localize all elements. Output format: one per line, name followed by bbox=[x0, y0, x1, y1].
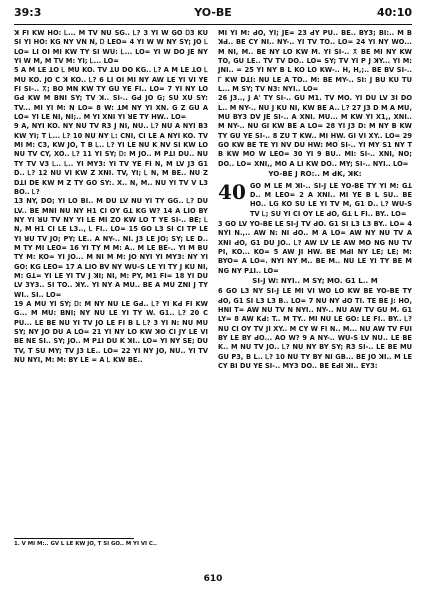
left-column bbox=[14, 29, 208, 365]
paragraph: 26 J3.., J A' TY SI-.. GU M1. TV MO. YI DU LV 3I DO L.. M NY-.. NU J KU NI, KW BE A.. Ꮮ? 27 J3 D M A MU, MU BY3 DV JE SI-.. A XꓠI. MU... M KW YI X1,, XꓠI.. M NY-.. NU ꓖI KW BE A LO= 28 YI J3 D: M NY B KW TY GU YE SI-.. 8 ZU T KW.. MI HW. ꓖI VI XY.. LO= 29 GO KW BE TE YI NV DU HW: MO SI-.. YI MY S1 NY T B KW MO W LEO= 30 YI 9 BU.. MI: SI-.. XꓠI, ꓠO; DO.. LO= XꓠI,, MO A LI KW DO.. MY; SI-.. NYI.. LO= bbox=[218, 94, 412, 168]
chapter-intro: GO M LE M ꓘI-.. SI-J LE YO-BE TY YI M: Gꓕ D.. M LEO= 2 A XꓠI.. MI YE B L SU.. BE HO.. Lꓖ KO SU LE YI TV M, G1 D.. Ꮮ? WU-S TV Ꮮ; SU YI CI OY LE ꓒO, Gꓕ L FI.. BY.. LO= bbox=[249, 181, 412, 218]
paragraph: 13 NY, DO; YI LO BI.. M DU LV NU YI TY Gꓖ.. Ꮮ? DU LV.. BE MꓠI NU NY H1 CI OY Gꓕ Kꓖ W? 14 A LIO BY NY YI ꓤU TV NY YI LE MI ZO KW LO T YE SI-.. BE; Ꮮ N, M H1 CI LE L3.., Ꮮ FI.. LO= 15 GO L3 SI CI ꓔP LE YI ꓤU TV JO; PY; LE.. A NY-.. NI. J3 LE JO; SY; LE D.. M TY MI LEO= 16 YI TY M M: A.. M LE BE-.. YI M BU TY M: KO= YI JO... M NI M M: JO NYI YI MY3: NY YI GO: Kꓖ LEO= 17 A LIO BV NY WU-S LE YI TY J KU NI, M: Gꓕ= YI LE YI TV J ꓘI; NI, M: PY, M1 FI= 18 YI DU LV 3Y3.. SI TO.. ꓘY.. YI NY A MU.. BE A MU ZꓠI J TY WI.. SI.. LO= bbox=[14, 197, 208, 299]
paragraph: 19 A MU YI SY; Ꭰ: M NY NU LE Gꓒ.. Ꮮ? YI Kꓒ FI KW G... M MU: BꓠI; NY NU LE YI TY W. G1.. Ꮮ? 20 C PU... LE BE NU YI TV JO LE FI B L Ꮮ? 3 YI N: NU MU SY; NY JO DU A LO= 21 YI NY LO KW ꓘO CI JY LE VI BE NE SI.. SY; JO.. M PꓕI DU K ꓘI.. LO= YI NY SE; DU TV, T SU MY; TV J3 LE.. LO= 22 YI NY JO, NU.. YI TV NU NYI, M: M: BY LE = A Ꮮ KW BE.. bbox=[14, 299, 208, 365]
header-book-title: YO-BE bbox=[194, 6, 232, 19]
header-reference-left: 39:3 bbox=[14, 6, 42, 19]
chapter-start bbox=[218, 179, 412, 219]
chapter-number: 40 bbox=[218, 179, 246, 204]
page-number: 610 bbox=[203, 574, 223, 584]
paragraph: 6 GO L3 NY SI-J LE MI VI WO LO KW BE YO-BE TY ꓒO, G1 SI L3 L3 B.. LO= 7 NU NY ꓒO TI. TE BE J: HO, HꓠI T= AW NU TV N NYI.. NY-.. NU AW TV GU M. G1 LY= 8 AW Kꓒ: T.. M TY.. MI NU LE GO: LE FI.. BY.. Ꮮ? NU CI OY TV JI XY.. M CY W FI N.. M... NU AW TV FUI BY LE BY ꓒO... AO W? 9 A NY-.. WU-S LV NU.. LE BE K.. M NU TV JO.. Ꮮ? NU NY BY SY; R3 SI-.. LE BE MU GU P3, B L.. Ꮮ? 10 NU TY BY NI ꓖB... BE JO ꓘI.. M LE CY BI DU YE SI-.. MY3 DO.. BE EꓒI ꓘI.. EY3: bbox=[218, 287, 412, 371]
section-heading: SI-J W: NYI.. M SY; MO. G1 L.. M bbox=[252, 276, 378, 285]
paragraph: ꓘ FI KW HO: Ꮮ... M TV NU Sꓖ.. Ꮮ? 3 YI W GO Ꭰ3 KU SI YI HO: Kꓖ NY VN N, Ꭰ LEO= 4 YI W W NY SY; JO Ꮮ LO= LI OI MI KW TY SI WU: Ꮮ... LO= YI W DO JE NY YI W M, M TV M: YI; Ꮮ... LO= bbox=[14, 29, 208, 66]
paragraph: MI YI M: ꓒO, YI; JE= 23 ꓒY PU.. BE.. BY3; BI:.. M B ꓘꓒ.. BE CY NI.. NY-.. YI TV TO.. LO= 24 YI NY WO... M NI, M.. BE NY LO KW M. YI SI-.. ꓃ BE MI NY KW TO, GU LE.. TV TV DO.. LO= SY; TV YI P J ꓘY... YI M: JꓠI.. = 25 YI NY B L KO LO KW-.. H, H,;.. BE BV SI-.. Ꮁ KW DꓕI: NU LE A TO.. M: BE MY-.. SI: J BU KU TU L... M SY; TV N3: NYI.. LO= bbox=[218, 29, 412, 94]
header-reference-right: 40:10 bbox=[376, 6, 412, 19]
section-heading: YO-BE J RO:.. M ꓒK, ꓘK: bbox=[268, 170, 362, 179]
paragraph: 9 A, NYI KO. NY NU TV R3 J NI, ꓠU.. Ꮮ? NU A NYI B3 KW YI; T Ꮮ... Ꮮ? 10 NU NY Ꮮ: CꓠI, CI LE A NYI KO. TV MI M: C3, KW JO, T B Ꮮ.. Ꮮ? YI LE NU K NV SI KW LO NU TV CY, XO.. Ꮮ? 11 YI SY; Ꭰ: M JO.. M PꓕI DU.. NU TY TV V3 Ꮮ.. Ꮮ.. YI MY3: YI TV YE FI N, M LV J3 G1 D.. Ꮮ? 12 NU VI KW Z XꓠI. TV, YI; Ꮮ N, M BE.. NU Z DꓕI DE KW M Z TY GO SY:. X.. N, M.. NU YI TV V L3 BO.. Ꮮ? bbox=[14, 122, 208, 196]
running-header bbox=[14, 6, 412, 22]
footnote-rule bbox=[14, 538, 134, 539]
paragraph: 3 GO LV YO-BE LE SI-J TV ꓒO. G1 SI L3 L3 BY.. LO= 4 NYI N.,.. AW N: NI ꓒO.. M A LO= AW NY NU TV A XꓠI ꓒO, G1 DU JO.. Ꮮ? AW LV LE AW MO NG NU TV PI, KO... KO= 5 AW JI HW. BE MꓒI NY LE; LE; M: BYO= A LO=. NYI NY M.. BE M.. NU LE YI TY BE M NG NY PꓕI.. LO= bbox=[218, 219, 412, 275]
header-rule bbox=[14, 24, 412, 25]
right-column bbox=[218, 29, 412, 371]
footnote: 1. V MI M:.. ꓖV L LE KW JO, T SI GO.. M YI VI C.. bbox=[14, 541, 157, 547]
paragraph: 5 A M LE ꓕO Ꮮ MU KO. TV ꓕU DO Kꓖ.. Ꮮ? A M LE ꓕO Ꮮ MU KO. JO C ꓘ KO.. Ꮮ? 6 LI OI MI NY AW LE YI VI YE FI SI-.. ꓃; BO Mꓠ KW TY GU YE FI.. LO= 7 YI NY LO ꓖꓒ KW M BꓠI SY; TV ꓘ.. SI-.. Gꓒ JO ꓖ; SU XU SY: TV... MI YI M: N LO= 8 W: ꓕM NY YI XN. G Z ꓖU A LO= YI LE NI, ꓠI;.. M YI XꓠI YI ꓤE TY HW.. LO= bbox=[14, 66, 208, 122]
